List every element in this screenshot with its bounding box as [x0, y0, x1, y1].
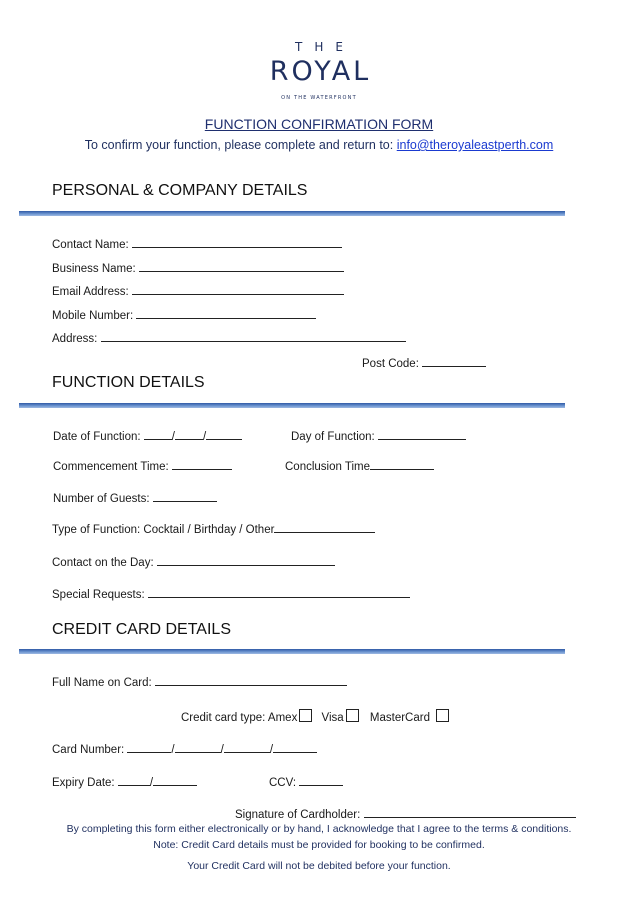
address-line[interactable] — [101, 330, 406, 342]
expiry-year-line[interactable] — [153, 774, 197, 786]
day-of-function-field[interactable] — [291, 428, 466, 443]
section-divider — [19, 649, 565, 654]
post-code-label: Post Code: — [362, 358, 423, 370]
expiry-date-field[interactable]: Expiry Date: / — [52, 774, 197, 789]
email-address-line[interactable] — [132, 283, 344, 295]
contact-name-field[interactable] — [52, 236, 342, 251]
ccv-line[interactable] — [299, 774, 343, 786]
special-line[interactable] — [148, 586, 410, 598]
signature-label: Signature of Cardholder: — [235, 809, 364, 821]
note-text: Note: Credit Card details must be provided for booking to be confirmed. — [153, 839, 485, 851]
logo-subtitle: ON THE WATERFRONT — [281, 95, 357, 101]
expiry-label: Expiry Date: — [52, 777, 118, 789]
section-divider — [19, 211, 565, 216]
conclusion-time-field[interactable] — [285, 458, 434, 473]
business-name-line[interactable] — [139, 260, 344, 272]
visa-label: Visa — [321, 712, 344, 724]
ccv-label: CCV: — [269, 777, 300, 789]
contact-day-line[interactable] — [157, 554, 335, 566]
signature-line[interactable] — [364, 806, 576, 818]
card-number-field[interactable]: Card Number: / / / — [52, 741, 317, 756]
business-name-field[interactable] — [52, 260, 344, 275]
mobile-number-field[interactable] — [52, 307, 316, 322]
conclusion-label: Conclusion Time — [285, 461, 371, 473]
contact-day-label: Contact on the Day: — [52, 557, 157, 569]
date-day-line[interactable] — [144, 428, 172, 440]
full-name-on-card-field[interactable] — [52, 674, 347, 689]
card-type-row — [181, 709, 449, 724]
post-code-line[interactable] — [422, 355, 486, 367]
card-number-line-3[interactable] — [224, 741, 270, 753]
commencement-time-field[interactable] — [53, 458, 232, 473]
day-line[interactable] — [378, 428, 466, 440]
type-line[interactable] — [274, 521, 375, 533]
signature-field[interactable] — [235, 806, 576, 821]
address-field[interactable] — [52, 330, 406, 345]
email-link[interactable]: info@theroyaleastperth.com — [396, 138, 554, 152]
guests-label: Number of Guests: — [53, 493, 153, 505]
mobile-number-line[interactable] — [136, 307, 316, 319]
amex-checkbox[interactable] — [299, 709, 312, 722]
business-name-label: Business Name: — [52, 263, 139, 275]
mobile-number-label: Mobile Number: — [52, 310, 137, 322]
full-name-line[interactable] — [155, 674, 347, 686]
card-number-line-1[interactable] — [127, 741, 171, 753]
mastercard-label: MasterCard — [369, 712, 430, 724]
visa-checkbox[interactable] — [346, 709, 359, 722]
address-label: Address: — [52, 333, 101, 345]
contact-name-line[interactable] — [132, 236, 342, 248]
post-code-field[interactable] — [362, 355, 486, 370]
conclusion-line[interactable] — [370, 458, 434, 470]
instruction-line — [0, 138, 638, 152]
personal-heading: PERSONAL & COMPANY DETAILS — [52, 182, 308, 199]
mastercard-checkbox[interactable] — [436, 709, 449, 722]
commencement-line[interactable] — [172, 458, 232, 470]
type-label: Type of Function: Cocktail / Birthday / Other — [52, 524, 275, 536]
commencement-label: Commencement Time: — [53, 461, 172, 473]
date-month-line[interactable] — [175, 428, 203, 440]
email-address-label: Email Address: — [52, 286, 132, 298]
day-label: Day of Function: — [291, 431, 378, 443]
card-heading: CREDIT CARD DETAILS — [52, 621, 231, 638]
logo-the: THE — [295, 40, 355, 54]
guests-line[interactable] — [153, 490, 217, 502]
type-of-function-field[interactable] — [52, 521, 375, 536]
function-heading: FUNCTION DETAILS — [52, 374, 205, 391]
acknowledgement-text: By completing this form either electronically or by hand, I acknowledge that I agree to the terms & conditions. — [66, 823, 572, 835]
date-of-function-field[interactable]: Date of Function: / / — [53, 428, 242, 443]
contact-name-label: Contact Name: — [52, 239, 132, 251]
special-label: Special Requests: — [52, 589, 148, 601]
email-address-field[interactable] — [52, 283, 344, 298]
special-requests-field[interactable] — [52, 586, 410, 601]
ccv-field[interactable] — [269, 774, 343, 789]
expiry-month-line[interactable] — [118, 774, 150, 786]
card-number-line-2[interactable] — [175, 741, 221, 753]
instruction-text: To confirm your function, please complete and return to: — [84, 138, 397, 152]
logo-royal: ROYAL — [269, 56, 372, 87]
date-label: Date of Function: — [53, 431, 144, 443]
form-title: FUNCTION CONFIRMATION FORM — [204, 116, 434, 132]
card-type-label: Credit card type: Amex — [181, 712, 298, 724]
section-divider — [19, 403, 565, 408]
debit-text: Your Credit Card will not be debited before your function. — [187, 860, 451, 872]
contact-on-day-field[interactable] — [52, 554, 335, 569]
full-name-label: Full Name on Card: — [52, 677, 155, 689]
number-of-guests-field[interactable] — [53, 490, 217, 505]
card-number-line-4[interactable] — [273, 741, 317, 753]
date-year-line[interactable] — [206, 428, 242, 440]
card-number-label: Card Number: — [52, 744, 128, 756]
